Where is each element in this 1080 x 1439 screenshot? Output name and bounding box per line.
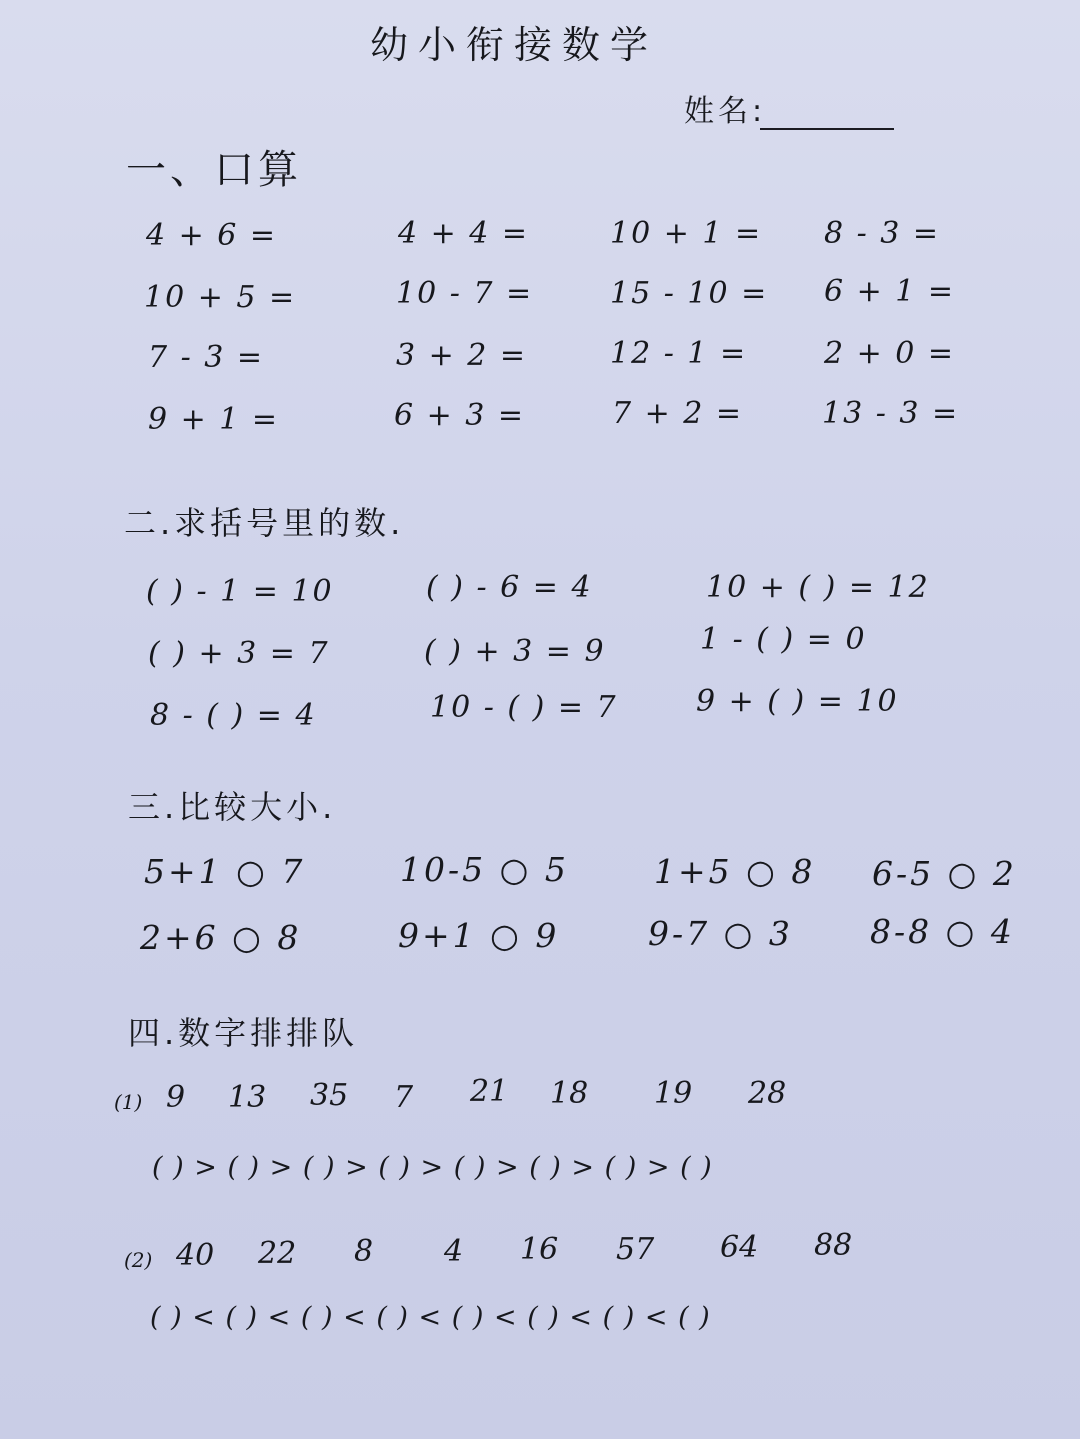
compare-item: 9+1 ○ 9 [398,916,560,955]
mental-math-item: 9 + 1 = [148,402,280,437]
sort-number: 64 [720,1230,759,1265]
fill-paren-item: 10 + ( ) = 12 [706,570,930,605]
mental-math-item: 13 - 3 = [822,396,960,431]
mental-math-item: 6 + 3 = [394,398,526,433]
mental-math-item: 12 - 1 = [610,336,748,371]
sort-number: 8 [354,1234,374,1269]
name-blank-line [760,128,894,130]
section-1-heading: 一、口算 [126,147,302,193]
name-label: 姓名: [684,94,767,129]
compare-item: 8-8 ○ 4 [870,912,1015,951]
mental-math-item: 3 + 2 = [396,338,528,373]
question-2-label: (2) [124,1248,153,1272]
question-1-label: (1) [114,1090,143,1114]
mental-math-item: 7 + 2 = [612,396,744,431]
mental-math-item: 10 + 5 = [144,280,297,315]
mental-math-item: 4 + 6 = [146,218,278,253]
mental-math-item: 4 + 4 = [398,216,530,251]
fill-paren-item: 9 + ( ) = 10 [696,684,899,719]
mental-math-item: 15 - 10 = [610,276,769,311]
mental-math-item: 8 - 3 = [824,216,941,251]
sort-number: 21 [470,1074,509,1109]
compare-item: 5+1 ○ 7 [144,852,306,891]
sort-number: 35 [310,1078,349,1113]
sort-number: 18 [550,1076,589,1111]
sort-answer-row-2: ( ) < ( ) < ( ) < ( ) < ( ) < ( ) < ( ) < ( ) [150,1302,711,1333]
sort-number: 57 [616,1232,655,1267]
section-2-heading: 二.求括号里的数. [124,504,405,542]
fill-paren-item: ( ) - 1 = 10 [146,574,334,609]
compare-item: 6-5 ○ 2 [872,854,1017,893]
sort-number: 13 [228,1080,267,1115]
mental-math-item: 10 - 7 = [396,276,534,311]
sort-number: 9 [166,1080,186,1115]
section-4-heading: 四.数字排排队 [128,1014,359,1052]
sort-number: 88 [814,1228,853,1263]
sort-number: 40 [176,1238,215,1273]
fill-paren-item: ( ) - 6 = 4 [426,570,593,605]
sort-answer-row-1: ( ) > ( ) > ( ) > ( ) > ( ) > ( ) > ( ) > ( ) [152,1152,713,1183]
fill-paren-item: ( ) + 3 = 9 [424,634,606,669]
compare-item: 9-7 ○ 3 [648,914,793,953]
sort-number: 22 [258,1236,297,1271]
sort-number: 16 [520,1232,559,1267]
sort-number: 28 [748,1076,787,1111]
mental-math-item: 7 - 3 = [148,340,265,375]
fill-paren-item: ( ) + 3 = 7 [148,636,330,671]
sort-number: 7 [394,1080,414,1115]
sort-number: 19 [654,1076,693,1111]
worksheet-title: 幼小衔接数学 [370,23,659,67]
compare-item: 10-5 ○ 5 [400,850,569,889]
mental-math-item: 2 + 0 = [824,336,956,371]
compare-item: 1+5 ○ 8 [654,852,816,891]
fill-paren-item: 1 - ( ) = 0 [700,622,867,657]
fill-paren-item: 10 - ( ) = 7 [430,690,618,725]
section-3-heading: 三.比较大小. [128,788,337,826]
sort-number: 4 [444,1234,464,1269]
fill-paren-item: 8 - ( ) = 4 [150,698,317,733]
compare-item: 2+6 ○ 8 [140,918,302,957]
mental-math-item: 10 + 1 = [610,216,763,251]
mental-math-item: 6 + 1 = [824,274,956,309]
